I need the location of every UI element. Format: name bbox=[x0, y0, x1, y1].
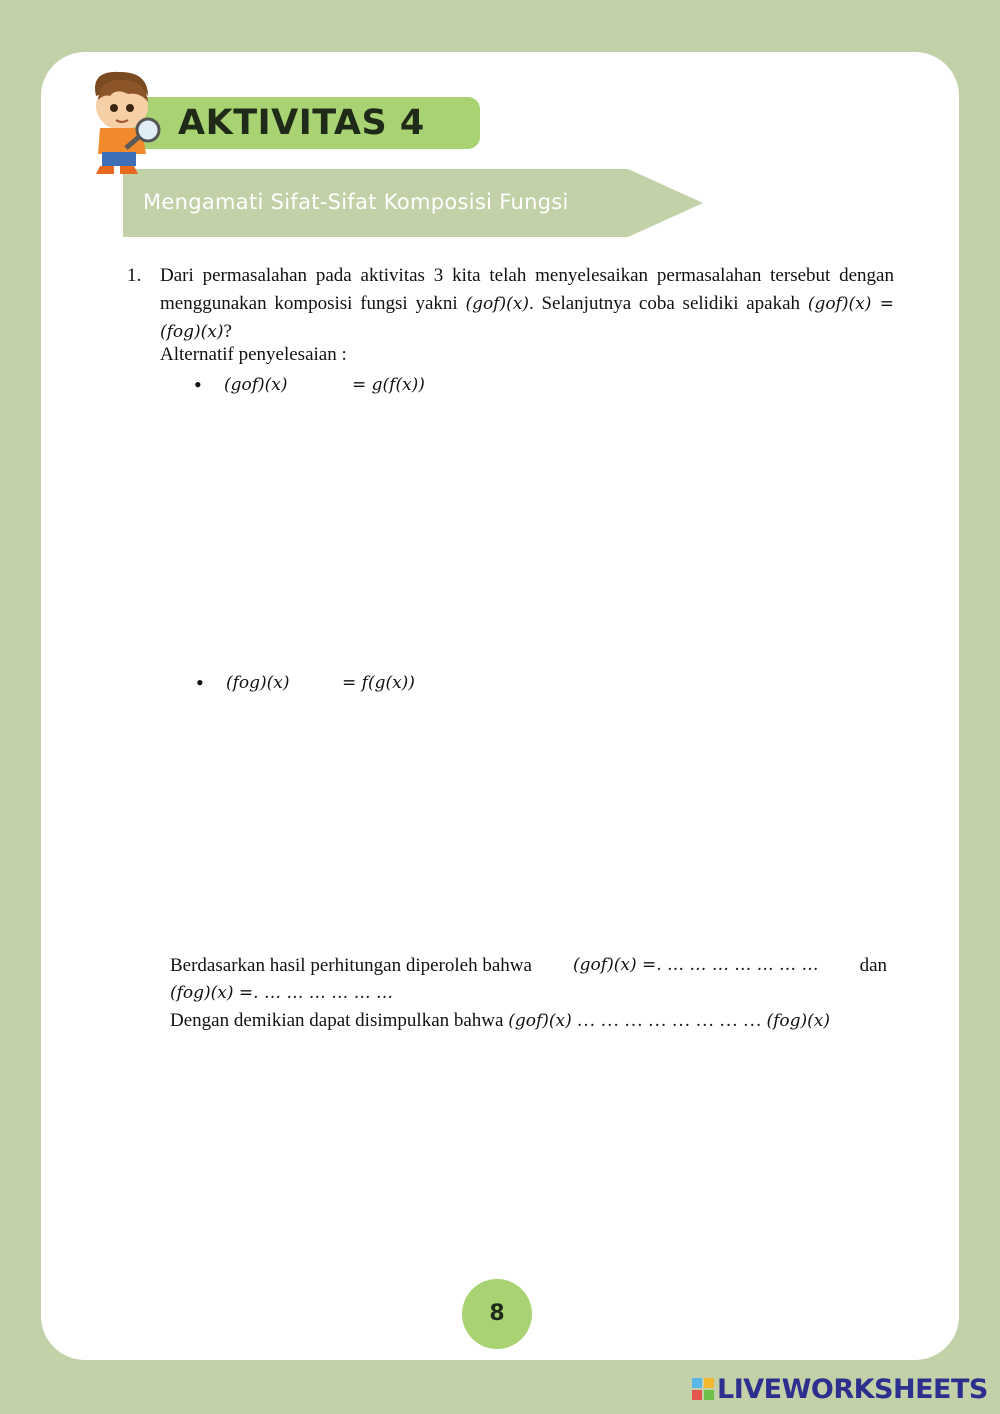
bullet-fog-rhs: = f(g(x)) bbox=[342, 673, 415, 693]
bullet-fog-lhs: (fog)(x) bbox=[226, 673, 290, 693]
gof-answer-blank[interactable]: (gof)(x) =. … … … … … … … bbox=[573, 955, 819, 975]
conclusion-dan: dan bbox=[859, 955, 887, 976]
bullet-dot: • bbox=[196, 670, 204, 695]
page-number: 8 bbox=[462, 1279, 532, 1349]
conclusion-block bbox=[170, 952, 887, 1035]
bullet-gof-lhs: (gof)(x) bbox=[224, 375, 288, 395]
expr-gof: (gof)(x) bbox=[508, 1011, 572, 1031]
boy-with-magnifier-icon bbox=[70, 66, 162, 178]
expr-fog: (fog)(x) bbox=[766, 1011, 831, 1031]
activity-title: AKTIVITAS 4 bbox=[178, 103, 425, 143]
conclusion-intro: Berdasarkan hasil perhitungan diperoleh bahwa bbox=[170, 955, 532, 976]
question-number: 1. bbox=[127, 265, 142, 286]
conclusion-summary: Dengan demikian dapat disimpulkan bahwa bbox=[170, 1010, 509, 1031]
subtitle-ribbon bbox=[123, 169, 703, 237]
liveworksheets-logo-icon bbox=[692, 1378, 714, 1400]
fog-answer-blank[interactable]: (fog)(x) =. … … … … … … bbox=[170, 983, 394, 1003]
relation-answer-blank[interactable]: … … … … … … … … bbox=[571, 1010, 767, 1031]
expr-gof: (gof)(x) bbox=[465, 294, 529, 314]
worksheet-page bbox=[41, 52, 959, 1360]
brand-name: LIVEWORKSHEETS bbox=[717, 1373, 988, 1405]
bullet-gof-rhs: = g(f(x)) bbox=[352, 375, 425, 395]
question-text: Dari permasalahan pada aktivitas 3 kita telah menyelesaikan permasalahan tersebut dengan menggunakan komposisi fungsi yakni (gof)(x). Selanjutnya coba selidiki apakah (gof)(x) = (fog)(x)? bbox=[160, 265, 894, 342]
expr-gof-equals-fog: (gof)(x) = (fog)(x) bbox=[160, 294, 894, 342]
activity-subtitle: Mengamati Sifat-Sifat Komposisi Fungsi bbox=[143, 190, 569, 214]
alternative-solution-label: Alternatif penyelesaian : bbox=[160, 344, 347, 365]
bullet-dot: • bbox=[194, 372, 202, 397]
liveworksheets-brand bbox=[692, 1372, 988, 1406]
